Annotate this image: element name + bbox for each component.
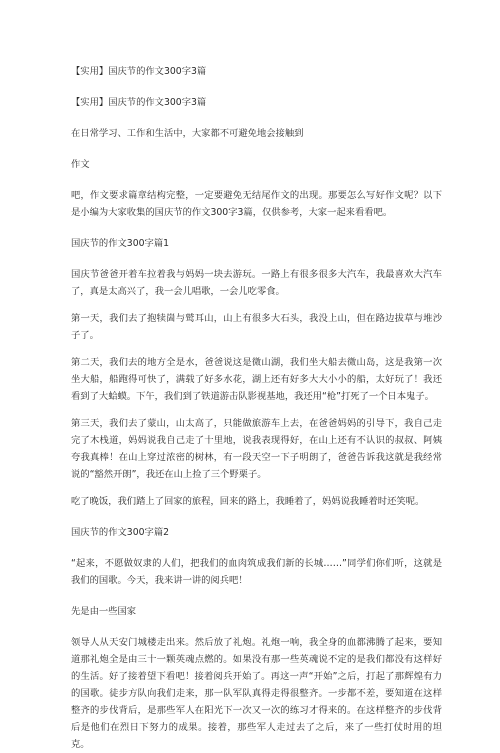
essay1-paragraph-3: 第二天，我们去的地方全是水，爸爸说这是微山湖，我们坐大船去微山岛，这是我第一次坐大船，船跑得可快了，满载了好多水花，湖上还有好多大大小小的船，太好玩了！我还看到了大蛤蟆。下午，我们到了铁道游击队影视基地，我还用“枪”打死了一个日本鬼子。 bbox=[71, 357, 442, 402]
essay1-paragraph-1: 国庆节爸爸开着车拉着我与妈妈一块去游玩。一路上有很多很多大汽车，我最喜欢大汽车了，真是太高兴了，我一会儿唱歌，一会儿吃零食。 bbox=[71, 269, 442, 297]
essay2-paragraph-3: 领导人从天安门城楼走出来。然后放了礼炮。礼炮一响，我全身的血都沸腾了起来，要知道那礼炮全是由三十一颗英魂点燃的。如果没有那一些英魂说不定的是我们都没有这样好的生活。好了接着望下看吧！接着阅兵开始了。再这一声“开始”之后，打起了那辉煌有力的国歌。徒步方队向我们走来，那一队军队真得走得很整齐。一步都不差，要知道在这样整齐的步伐背后，是那些军人在阳光下一次又一次的练习才得来的。在这样整齐的步伐背后是他们在烈日下努力的成果。接着，那些军人走过去了之后，来了一些打仗时用的坦克。 bbox=[71, 637, 442, 750]
intro-line-2: 作文 bbox=[71, 159, 90, 170]
document-page bbox=[0, 63, 500, 750]
intro-paragraph: 吧，作文要求篇章结构完整，一定要避免无结尾作文的出现。那要怎么写好作文呢？以下是小编为大家收集的国庆节的作文300字3篇，仅供参考，大家一起来看看吧。 bbox=[71, 190, 442, 218]
essay1-heading: 国庆节的作文300字篇1 bbox=[71, 238, 170, 249]
essay1-paragraph-4: 第三天，我们去了蒙山，山太高了，只能做旅游车上去，在爸爸妈妈的引导下，我自己走完了木栈道，妈妈说我自己走了十里地，说我表现得好，在山上还有不认识的叔叔、阿姨夸我真棒！在山上穿过浓密的树林，有一段天空一下子明朗了，爸爸告诉我这就是我经常说的“豁然开朗”，我还在山上捡了三个野栗子。 bbox=[71, 418, 442, 480]
essay2-heading: 国庆节的作文300字篇2 bbox=[71, 527, 170, 538]
essay2-paragraph-2: 先是由一些国家 bbox=[71, 606, 137, 617]
document-title: 【实用】国庆节的作文300字3篇 bbox=[71, 66, 207, 77]
intro-line-1: 在日常学习、工作和生活中，大家都不可避免地会接触到 bbox=[71, 128, 304, 139]
essay1-paragraph-2: 第一天，我们去了抱犊崮与鹫耳山，山上有很多大石头，我没上山，但在路边拔草与堆沙子了。 bbox=[71, 313, 442, 341]
essay2-paragraph-1: “起来，不愿做奴隶的人们，把我们的血肉筑成我们新的长城……”同学们你们听，这就是我们的国歌。今天，我来讲一讲的阅兵吧！ bbox=[71, 558, 442, 586]
essay1-paragraph-5: 吃了晚饭，我们踏上了回家的旅程，回来的路上，我睡着了，妈妈说我睡着时还笑呢。 bbox=[71, 496, 425, 507]
document-subtitle: 【实用】国庆节的作文300字3篇 bbox=[71, 97, 207, 108]
